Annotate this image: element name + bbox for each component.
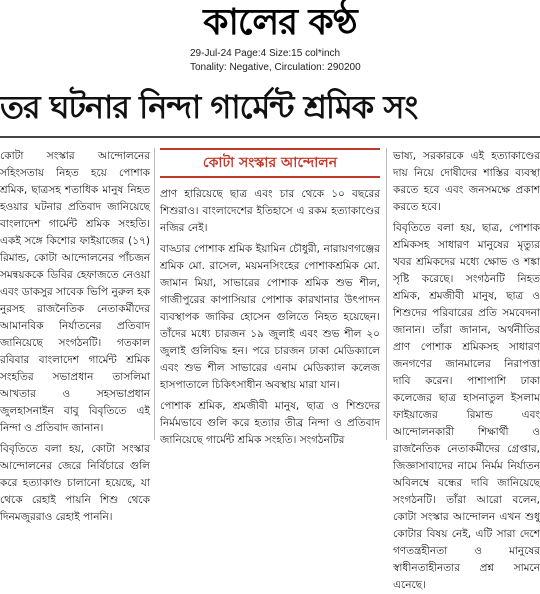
article-paragraph: বিবৃতিতে বলা হয়, ছাত্র, পোশাক শ্রমিকসহ সাধারণ মানুষের মৃত্যুর খবর শ্রমিকদের মধ্যে ক্ষোভ ও শঙ্কা সৃষ্টি করেছে। সংগঠনটি নিহত শ্রমিক, শ্রমজীবী মানুষ, ছাত্র ও শিশুদের পরিবারের প্রতি সমবেদনা জানান। তাঁরা জানান, অর্থনীতির প্রাণ পোশাক শ্রমিকসহ সাধারণ জনগণের জানমালের নিরাপত্তা দাবি করেন। পাশাপাশি ঢাকা কলেজের ছাত্র হাসনাতুল ইসলাম ফাইয়াজের রিমান্ড এবং আন্দোলনকারী শিক্ষার্থী ও রাজনৈতিক নেতাকর্মীদের গ্রেপ্তার, জিজ্ঞাসাবাদের নামে নির্মম নির্যাতন অবিলম্বে বন্ধের দাবি জানিয়েছে সংগঠনটি। তাঁরা আরো বলেন, কোটা সংস্কার আন্দোলন এখন শুধু কোটার বিষয় নেই, এটি সারা দেশে গণতন্ত্রহীনতা ও মানুষের স্বাধীনতাহীনতার প্রশ্ন সামনে এনেছে।	[393, 222, 540, 591]
article-paragraph: ভাষ্য, সরকারকে এই হত্যাকাণ্ডের দায় নিয়ে দোষীদের শাস্তির ব্যবস্থা করতে হবে এবং জনসমক্ষে প্রকাশ করতে হবে।	[393, 150, 540, 213]
article-paragraph: কোটা সংস্কার আন্দোলনের সহিংসতায় নিহত হয়ে পোশাক শ্রমিক, ছাত্রসহ শতাধিক মানুষ নিহত হওয়ার ঘটনার প্রতিবাদ জানিয়েছে বাংলাদেশ গার্মেন্ট শ্রমিক সংহতি। একই সঙ্গে কিশোর ফাইয়াজের (১৭) রিমান্ড, কোটা আন্দোলনের পাঁচজন সমন্বয়ককে ডিবির হেফাজতে নেওয়া এবং ডাকসুর সাবেক ভিপি নুরুল হক নুরসহ রাজনৈতিক নেতাকর্মীদের আমানবিক নির্যাতনের প্রতিবাদ জানিয়েছে সংগঠনটি। গতকাল রবিবার বাংলাদেশ গার্মেন্ট শ্রমিক সংহতির সভাপ্রধান তাসলিমা আখতার ও সহসভাপ্রধান জুলহাসনাইন বাবু বিবৃতিতে এই নিন্দা ও প্রতিবাদ জানান।	[0, 150, 150, 434]
article-column-1	[0, 148, 150, 523]
article-paragraph: পোশাক শ্রমিক, শ্রমজীবী মানুষ, ছাত্র ও শিশুদের নির্মমভাবে গুলি করে হত্যার তীব্র নিন্দা ও প্রতিবাদ জানিয়েছে গার্মেন্ট শ্রমিক সংহতি। সংগঠনটির	[160, 400, 380, 446]
article-column-3	[393, 148, 540, 591]
clipping-meta-line-1: 29-Jul-24 Page:4 Size:15 col*inch	[190, 48, 341, 59]
column-divider	[386, 148, 387, 440]
article-subhead: কোটা সংস্কার আন্দোলন	[160, 148, 380, 178]
article-column-2	[160, 148, 380, 446]
article-paragraph: বিবৃতিতে বলা হয়, কোটা সংস্কার আন্দোলনের জেরে নির্বিচারে গুলি করে হত্যাকাণ্ড চালানো হয়েছে, যা থেকে রেহাই পায়নি শিশু থেকে দিনমজুররাও রেহাই পাননি।	[0, 443, 150, 523]
article-paragraph: প্রাণ হারিয়েছে ছাত্র এবং চার থেকে ১০ বছরের শিশুরাও। বাংলাদেশের ইতিহাসে এ রকম হত্যাকাণ্ডের নজির নেই।	[160, 188, 380, 234]
newspaper-masthead: কালের কণ্ঠ	[203, 1, 357, 43]
column-divider	[154, 148, 155, 440]
article-headline: তর ঘটনার নিন্দা গার্মেন্ট শ্রমিক সং	[0, 78, 540, 138]
article-paragraph: বাড্ডার পোশাক শ্রমিক ইয়ামিন চৌধুরী, নারায়ণগঞ্জের শ্রমিক মো. রাসেল, ময়মনসিংহের পোশাকশ্রমিক মো. জামান মিয়া, সাভারের পোশাক শ্রমিক শুভ শীল, গাজীপুরের কাপাসিয়ার পোশাক কারখানার উৎপাদন ব্যবস্থাপক জাকির হোসেন গুলিতে নিহত হয়েছেন। তাঁদের মধ্যে চারজন ১৯ জুলাই এবং শুভ শীল ২০ জুলাই গুলিবিদ্ধ হন। পরে চারজন ঢাকা মেডিক্যালে এবং শুভ শীল সাভারের এনাম মেডিক্যাল কলেজ হাসপাতালে চিকিৎসাধীন অবস্থায় মারা যান।	[160, 243, 380, 391]
clipping-meta-line-2: Tonality: Negative, Circulation: 290200	[190, 62, 361, 73]
